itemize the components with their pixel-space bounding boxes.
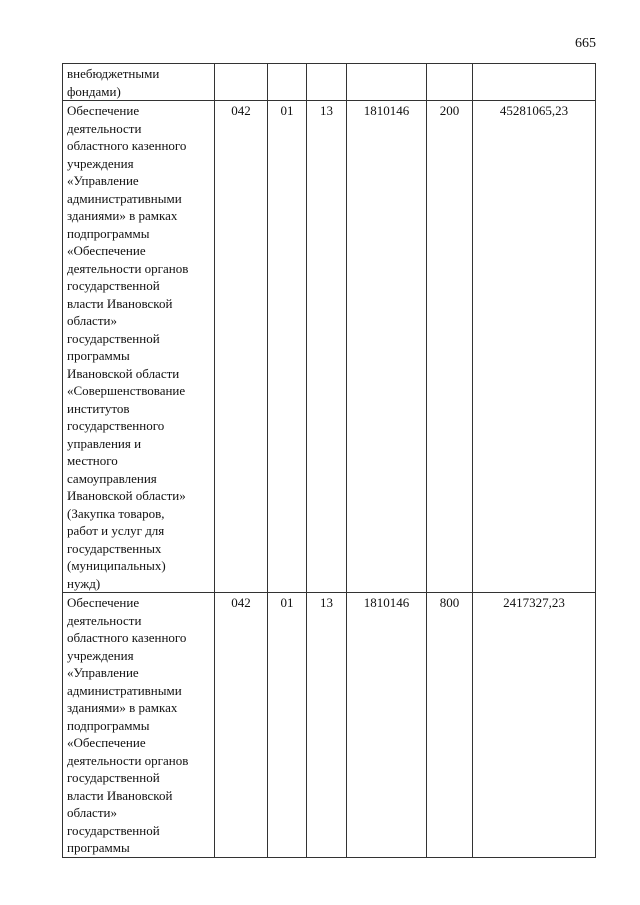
description-line: областного казенного <box>67 630 187 645</box>
description-line: программы <box>67 348 130 363</box>
description-line: области» <box>67 805 117 820</box>
subsection-code: 13 <box>307 101 347 593</box>
description-line: государственных <box>67 540 162 556</box>
description-line: власти Ивановской <box>67 295 173 311</box>
budget-table <box>62 63 596 858</box>
description-line: подпрограммы <box>67 225 150 241</box>
description-line: государственной <box>67 330 160 346</box>
table-row <box>63 101 596 593</box>
description-line: «Управление <box>67 665 139 680</box>
description-line: административными <box>67 190 182 206</box>
row-description <box>63 101 215 593</box>
amount-value <box>473 64 596 101</box>
description-line: административными <box>67 682 182 698</box>
description-line: «Обеспечение <box>67 243 146 258</box>
description-line: подпрограммы <box>67 717 150 733</box>
description-line: (Закупка товаров, <box>67 505 165 521</box>
description-line: нужд) <box>67 575 101 591</box>
target-article-code: 1810146 <box>347 593 427 858</box>
description-line: деятельности <box>67 612 142 628</box>
page-number: 665 <box>575 36 596 51</box>
description-line: «Совершенствование <box>67 383 186 398</box>
description-line: учреждения <box>67 647 134 663</box>
expense-type-code: 200 <box>427 101 473 593</box>
description-line: зданиями» в рамках <box>67 208 178 223</box>
description-line: Ивановской области» <box>67 488 186 503</box>
target-article-code <box>347 64 427 101</box>
description-line: государственной <box>67 822 160 838</box>
description-line: Обеспечение <box>67 595 140 610</box>
description-line: власти Ивановской <box>67 787 173 803</box>
description-line: деятельности <box>67 120 142 136</box>
row-description <box>63 593 215 858</box>
target-article-code: 1810146 <box>347 101 427 593</box>
description-line: области» <box>67 313 117 328</box>
description-line: работ и услуг для <box>67 523 165 538</box>
description-line: фондами) <box>67 83 121 99</box>
description-line: областного казенного <box>67 138 187 153</box>
expense-type-code <box>427 64 473 101</box>
table-row <box>63 593 596 858</box>
grbs-code <box>215 64 268 101</box>
subsection-code <box>307 64 347 101</box>
description-line: «Управление <box>67 173 139 188</box>
amount-value: 2417327,23 <box>473 593 596 858</box>
description-line: Обеспечение <box>67 103 140 118</box>
description-line: деятельности органов <box>67 752 189 768</box>
amount-value: 45281065,23 <box>473 101 596 593</box>
subsection-code: 13 <box>307 593 347 858</box>
description-line: (муниципальных) <box>67 558 166 573</box>
description-line: зданиями» в рамках <box>67 700 178 715</box>
description-line: учреждения <box>67 155 134 171</box>
description-line: деятельности органов <box>67 260 189 276</box>
section-code: 01 <box>268 101 307 593</box>
row-description <box>63 64 215 101</box>
grbs-code: 042 <box>215 101 268 593</box>
description-line: институтов <box>67 400 130 416</box>
expense-type-code: 800 <box>427 593 473 858</box>
budget-table-body <box>63 64 596 858</box>
description-line: Ивановской области <box>67 365 180 381</box>
description-line: государственного <box>67 418 165 433</box>
description-line: самоуправления <box>67 470 157 486</box>
table-row <box>63 64 596 101</box>
section-code: 01 <box>268 593 307 858</box>
description-line: программы <box>67 840 130 855</box>
description-line: внебюджетными <box>67 66 160 81</box>
description-line: государственной <box>67 770 160 785</box>
description-line: государственной <box>67 278 160 293</box>
description-line: местного <box>67 453 118 468</box>
grbs-code: 042 <box>215 593 268 858</box>
description-line: «Обеспечение <box>67 735 146 750</box>
section-code <box>268 64 307 101</box>
description-line: управления и <box>67 435 142 451</box>
